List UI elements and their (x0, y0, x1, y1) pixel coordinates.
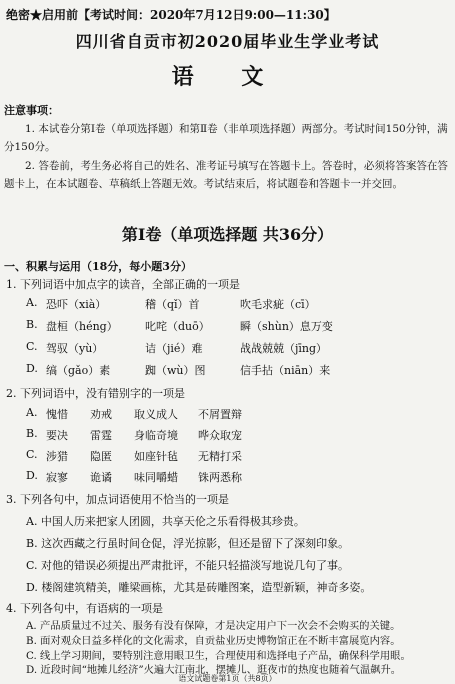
q3-option-a: A. 中国人历来把家人团圆，共享天伦之乐看得极其珍贵。 (26, 515, 305, 528)
notice-item-1: 1. 本试卷分第Ⅰ卷（单项选择题）和第Ⅱ卷（非单项选择题）两部分。考试时间150分钟，满分150分。 (4, 123, 448, 153)
q4-option-d: D. 近段时间“地摊儿经济”火遍大江南北，摆摊儿、逛夜市的热度也随着气温飙升。 (26, 664, 402, 676)
q1-cell: 驾驭（yù） (46, 342, 104, 355)
q1-cell: 吹毛求疵（cī） (240, 298, 316, 311)
q1-cell: 稽（qǐ）首 (145, 298, 200, 311)
q2-cell: 涉猎 (46, 450, 68, 463)
subject-title: 语 文 (171, 64, 284, 90)
q2-option-label: A. (26, 406, 38, 419)
part-title: 一、积累与运用（18分，每小题3分） (4, 260, 192, 273)
exam-header: 绝密★启用前【考试时间：2020年7月12日9:00—11:30】 (6, 8, 336, 22)
q1-option-label: B. (26, 318, 38, 331)
question-3-stem: 3. 下列各句中，加点词语使用不恰当的一项是 (6, 493, 229, 506)
section-title: 第Ⅰ卷（单项选择题 共36分） (121, 225, 334, 244)
q2-cell: 身临奇境 (134, 429, 178, 442)
question-1-stem: 1. 下列词语中加点字的读音，全部正确的一项是 (6, 278, 240, 291)
q1-cell: 诘（jié）难 (145, 342, 203, 355)
q3-option-c: C. 对他的错误必须提出严肃批评，不能只轻描淡写地说几句了事。 (26, 559, 350, 572)
q2-cell: 铢两悉称 (198, 471, 242, 484)
q2-cell: 如座针毡 (134, 450, 178, 463)
q3-option-b: B. 这次西藏之行虽时间仓促，浮光掠影，但还是留下了深刻印象。 (26, 537, 350, 550)
q2-cell: 要决 (46, 429, 68, 442)
q2-cell: 取义成人 (134, 408, 178, 421)
q2-cell: 愧惜 (46, 408, 68, 421)
q3-option-d: D. 楼阁建筑精美，雕梁画栋，尤其是砖雕图案，造型新颖，神奇多姿。 (26, 581, 372, 594)
q2-cell: 哗众取宠 (198, 429, 242, 442)
q2-cell: 雷霆 (90, 429, 112, 442)
q2-cell: 味同嚼蜡 (134, 471, 178, 484)
q2-cell: 无精打采 (198, 450, 242, 463)
q2-option-label: C. (26, 448, 38, 461)
q1-option-label: D. (26, 362, 38, 375)
q1-cell: 踟（wù）图 (145, 364, 206, 377)
notice-item-2: 2. 答卷前，考生务必将自己的姓名、准考证号填写在答题卡上。答卷时，必须将答案答在答题卡上，在本试题卷、草稿纸上答题无效。考试结束后，将试题卷和答题卡一并交回。 (4, 160, 448, 190)
q2-cell: 劝戒 (90, 408, 112, 421)
question-4-stem: 4. 下列各句中，有语病的一项是 (6, 602, 163, 615)
q2-option-label: B. (26, 427, 38, 440)
question-2-stem: 2. 下列词语中，没有错别字的一项是 (6, 387, 185, 400)
q2-cell: 寂寥 (46, 471, 68, 484)
page-footer: 语文试题卷第1页（共8页） (178, 674, 277, 683)
q1-option-label: A. (26, 296, 38, 309)
q4-option-a: A. 产品质量过不过关、服务有没有保障，才是决定用户下一次会不会购买的关键。 (26, 620, 401, 632)
q1-cell: 瞬（shùn）息万变 (240, 320, 333, 333)
q4-option-b: B. 面对观众日益多样化的文化需求，自贡盐业历史博物馆正在不断丰富展览内容。 (26, 635, 401, 647)
q1-option-label: C. (26, 340, 38, 353)
q2-cell: 诡谲 (90, 471, 112, 484)
notice-heading: 注意事项： (4, 104, 59, 117)
q1-cell: 缟（gǎo）素 (46, 364, 111, 377)
q1-cell: 信手拈（niān）来 (240, 364, 331, 377)
q1-cell: 恐吓（xià） (46, 298, 107, 311)
q1-cell: 战战兢兢（jīng） (240, 342, 328, 355)
q1-cell: 叱咤（duō） (145, 320, 210, 333)
q2-option-label: D. (26, 469, 38, 482)
q2-cell: 隐匿 (90, 450, 112, 463)
q4-option-c: C. 线上学习期间，要特别注意用眼卫生，合理使用和选择电子产品，确保科学用眼。 (26, 650, 411, 662)
q2-cell: 不屑置辩 (198, 408, 242, 421)
q1-cell: 盘桓（héng） (46, 320, 118, 333)
exam-title: 四川省自贡市初2020届毕业生学业考试 (75, 32, 380, 51)
